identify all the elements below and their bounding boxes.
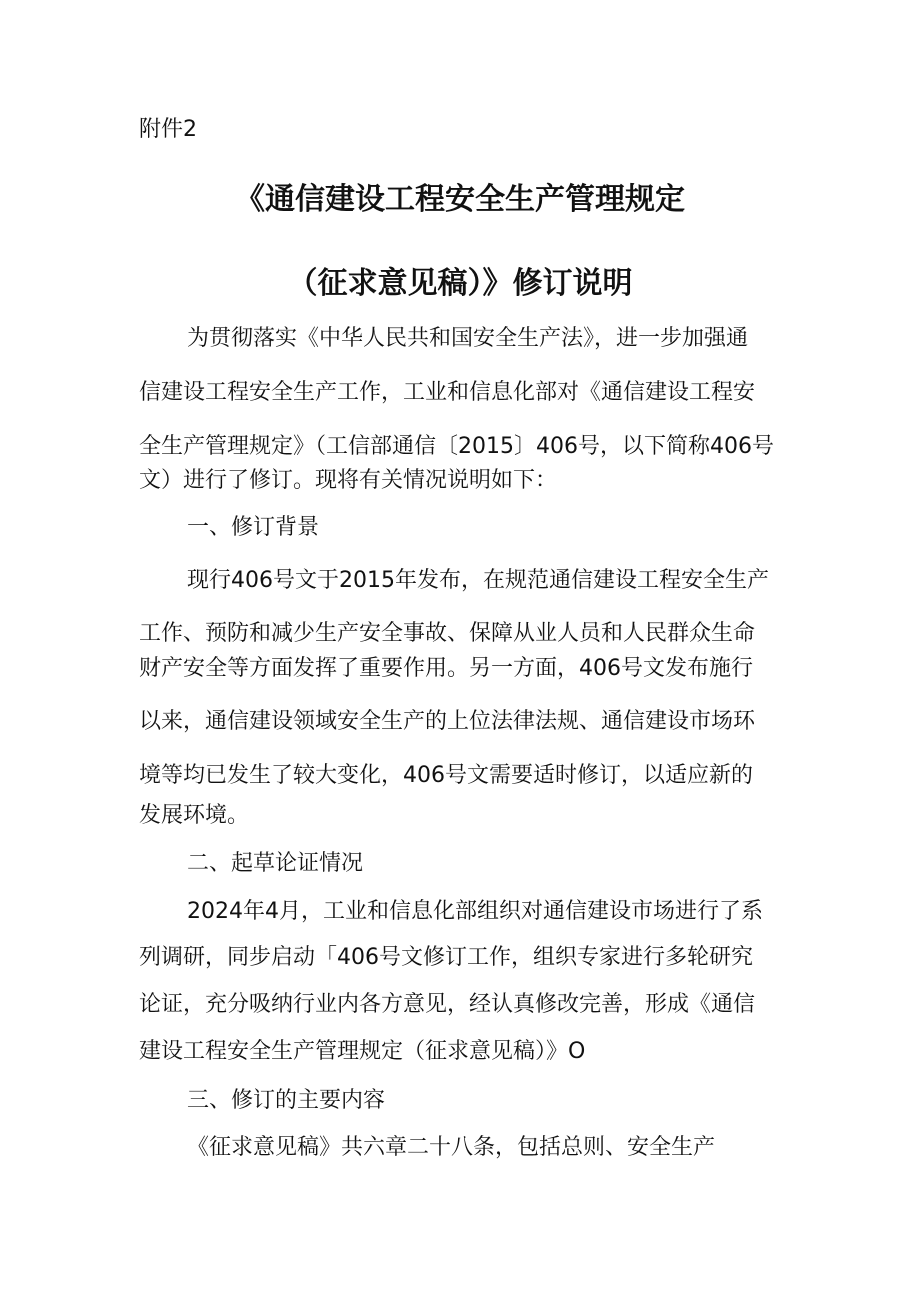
- section-heading-2: 二、起草论证情况: [187, 851, 364, 876]
- body-line-2: 信建设工程安全生产工作，工业和信息化部对《通信建设工程安: [139, 380, 756, 405]
- body-line-4: 文）进行了修订。现将有关情况说明如下：: [139, 468, 558, 493]
- document-title-line-2: （征求意见稿）》修订说明: [287, 266, 633, 301]
- body-line-8: 以来，通信建设领域安全生产的上位法律法规、通信建设市场环: [139, 709, 756, 734]
- attachment-label: 附件2: [139, 117, 197, 142]
- body-line-3: 全生产管理规定》（工信部通信〔2015〕406号，以下简称406号: [139, 434, 774, 459]
- section-heading-1: 一、修订背景: [187, 515, 320, 540]
- body-line-12: 列调研，同步启动「406号文修订工作，组织专家进行多轮研究: [139, 945, 753, 970]
- body-line-11: 2024年4月，工业和信息化部组织对通信建设市场进行了系: [187, 899, 763, 924]
- body-line-6: 工作、预防和减少生产安全事故、保障从业人员和人民群众生命: [139, 621, 756, 646]
- body-line-13: 论证，充分吸纳行业内各方意见，经认真修改完善，形成《通信: [139, 992, 756, 1017]
- body-line-5: 现行406号文于2015年发布，在规范通信建设工程安全生产: [187, 568, 769, 593]
- body-line-14: 建设工程安全生产管理规定（征求意见稿）》O: [139, 1039, 586, 1064]
- body-line-10: 发展环境。: [139, 803, 250, 828]
- document-title-line-1: 《通信建设工程安全生产管理规定: [235, 182, 685, 217]
- section-heading-3: 三、修订的主要内容: [187, 1088, 386, 1113]
- body-line-9: 境等均已发生了较大变化，406号文需要适时修订，以适应新的: [139, 763, 753, 788]
- body-line-15: 《征求意见稿》共六章二十八条，包括总则、安全生产: [187, 1135, 716, 1160]
- body-line-1: 为贯彻落实《中华人民共和国安全生产法》，进一步加强通: [187, 326, 749, 351]
- body-line-7: 财产安全等方面发挥了重要作用。另一方面，406号文发布施行: [139, 656, 753, 681]
